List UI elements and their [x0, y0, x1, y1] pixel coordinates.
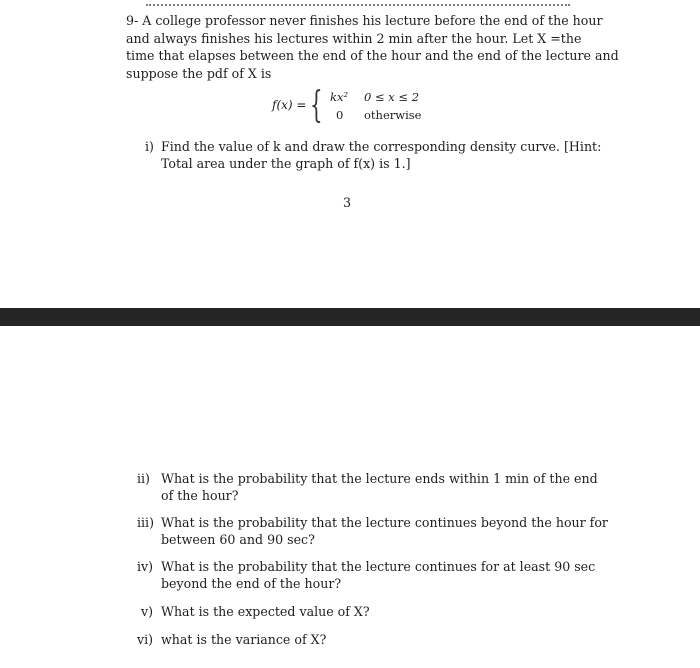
- case2-expression: 0: [336, 108, 344, 122]
- question-line: between 60 and 90 sec?: [161, 532, 315, 547]
- question-label: vi): [137, 632, 154, 647]
- problem-line: time that elapses between the end of the hour and the end of the lecture and: [126, 48, 619, 63]
- question-label: iv): [137, 559, 154, 574]
- question-line: what is the variance of X?: [161, 632, 327, 647]
- question-line: What is the probability that the lecture ends within 1 min of the end: [161, 471, 598, 486]
- page-number: 3: [343, 195, 352, 210]
- problem-line: suppose the pdf of X is: [126, 65, 272, 81]
- dotted-rule: [146, 4, 570, 10]
- question-line: What is the probability that the lecture continues for at least 90 sec: [161, 559, 596, 574]
- question-line: Find the value of k and draw the corresponding density curve. [Hint:: [161, 139, 602, 154]
- case2-condition: otherwise: [364, 108, 422, 122]
- question-label: v): [141, 604, 154, 619]
- question-line: Total area under the graph of f(x) is 1.]: [161, 156, 411, 171]
- page-divider-bar: [0, 308, 700, 326]
- question-label: iii): [137, 515, 154, 530]
- problem-statement: [126, 12, 619, 82]
- problem-line: 9- A college professor never finishes his lecture before the end of the hour: [126, 13, 603, 28]
- question-label: i): [145, 139, 154, 154]
- question-line: of the hour?: [161, 488, 239, 503]
- question-line: beyond the end of the hour?: [161, 576, 342, 591]
- case1-condition: 0 ≤ x ≤ 2: [364, 90, 420, 104]
- left-brace-symbol: {: [310, 85, 323, 126]
- question-line: What is the expected value of X?: [161, 604, 370, 619]
- question-label: ii): [137, 471, 150, 486]
- question-line: What is the probability that the lecture continues beyond the hour for: [161, 515, 608, 530]
- case1-expression: kx²: [330, 90, 349, 104]
- pdf-lhs: f(x) =: [272, 98, 307, 112]
- problem-line: and always finishes his lectures within 2 min after the hour. Let X =the: [126, 30, 582, 46]
